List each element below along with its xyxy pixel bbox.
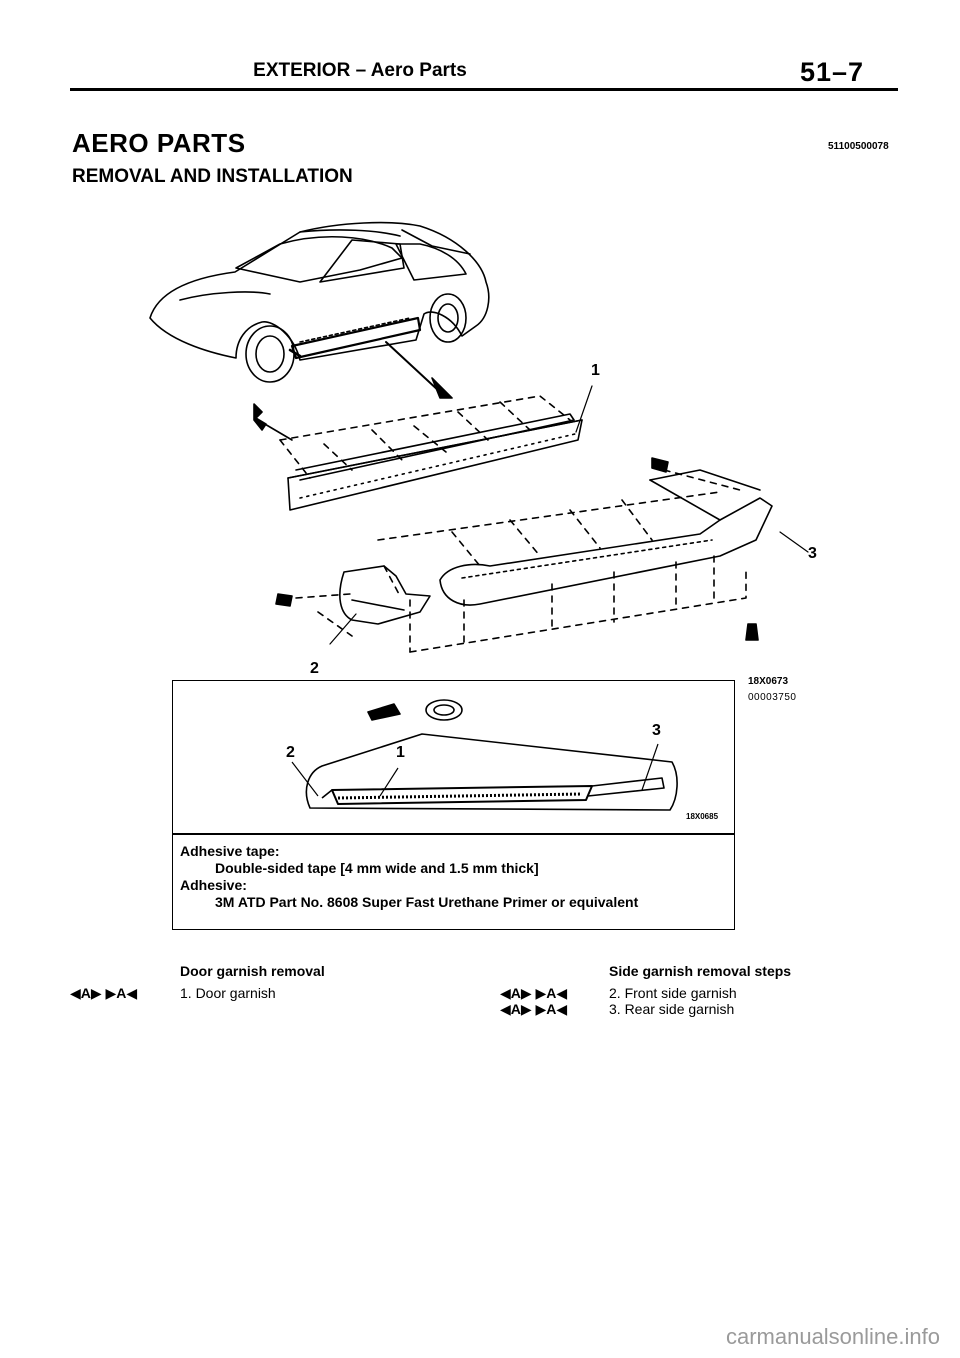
side-garnish-heading: Side garnish removal steps — [609, 963, 792, 979]
note-detail: Double-sided tape [4 mm wide and 1.5 mm thick] — [215, 860, 539, 876]
section-subtitle: REMOVAL AND INSTALLATION — [72, 166, 353, 187]
callout-1: 1 — [591, 362, 600, 379]
section-title: AERO PARTS — [72, 128, 246, 158]
service-point-markers: ◀A▶ ▶A◀ — [500, 1001, 568, 1017]
procedure-step: 1. Door garnish — [180, 985, 276, 1001]
rear-side-garnish-part — [378, 458, 772, 652]
door-garnish-heading: Door garnish removal — [180, 963, 325, 979]
inset-figure-code: 18X0685 — [686, 812, 719, 821]
watermark: carmanualsonline.info — [725, 1324, 940, 1349]
tape-roll-icon — [426, 700, 462, 720]
figure-code: 18X0673 — [748, 676, 789, 687]
inset-divider — [172, 833, 735, 835]
note-label: Adhesive tape: — [180, 843, 280, 859]
inset-callout-3: 3 — [652, 722, 661, 739]
inset-callout-1: 1 — [396, 744, 405, 761]
front-side-garnish-part — [276, 566, 430, 636]
inset-callout-2: 2 — [286, 744, 295, 761]
section-code: 51100500078 — [828, 141, 889, 152]
callout-2: 2 — [310, 660, 319, 677]
adhesive-tube-icon — [368, 704, 400, 720]
inset-cross-section — [172, 680, 735, 833]
page-number: 51–7 — [800, 57, 865, 87]
service-point-markers: ◀A▶ ▶A◀ — [70, 985, 138, 1001]
car-illustration — [150, 223, 489, 382]
note-label: Adhesive: — [180, 877, 247, 893]
procedure-step: 3. Rear side garnish — [609, 1001, 735, 1017]
procedure-step: 2. Front side garnish — [609, 985, 737, 1001]
adhesive-notes — [180, 843, 730, 911]
figure-code-secondary: 00003750 — [748, 692, 797, 703]
door-garnish-part — [254, 396, 582, 510]
service-point-markers: ◀A▶ ▶A◀ — [500, 985, 568, 1001]
running-header-title: EXTERIOR – Aero Parts — [253, 60, 467, 81]
note-detail: 3M ATD Part No. 8608 Super Fast Urethane Primer or equivalent — [215, 894, 639, 910]
callout-3: 3 — [808, 545, 817, 562]
